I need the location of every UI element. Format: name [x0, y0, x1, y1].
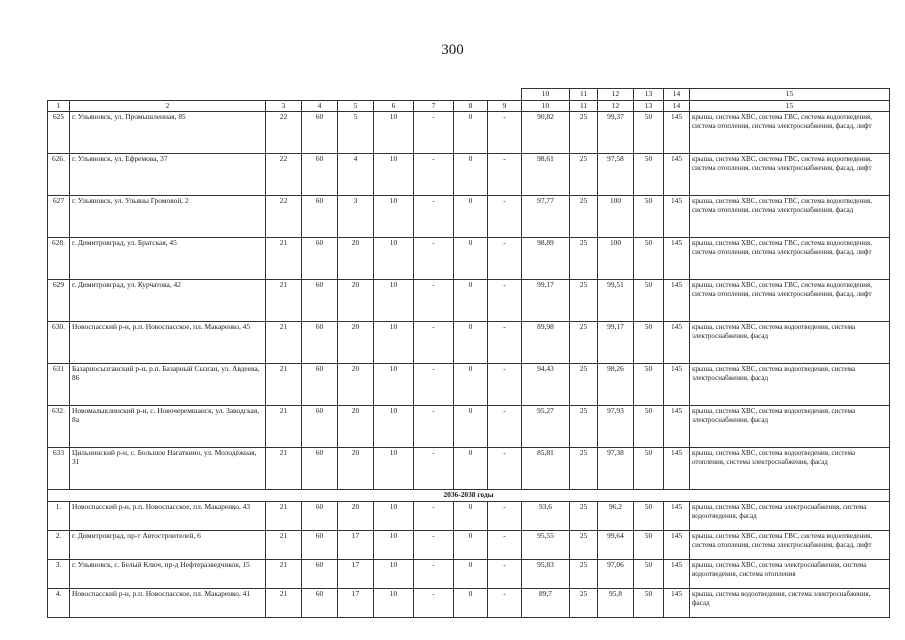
value-cell: 0	[454, 448, 488, 490]
work-types-cell: крыша, система ХВС, система водоотведения, система отопления, система электроснабжения, фасад	[690, 448, 890, 490]
value-cell: 50	[634, 531, 664, 560]
column-number-cell: 3	[266, 100, 302, 112]
value-cell: 60	[302, 322, 338, 364]
value-cell: 97,38	[598, 448, 634, 490]
value-cell: 0	[454, 280, 488, 322]
value-cell: 10	[374, 280, 414, 322]
value-cell: 89,7	[522, 589, 570, 618]
work-types-cell: крыша, система ХВС, система ГВС, система водоотведения, система отопления, система электроснабжения, фасад, лифт	[690, 531, 890, 560]
header-top-cell: 10	[522, 89, 570, 101]
column-number-cell: 13	[634, 100, 664, 112]
value-cell: 25	[570, 502, 598, 531]
value-cell: 10	[374, 112, 414, 154]
table-row	[48, 364, 890, 406]
value-cell: 50	[634, 364, 664, 406]
column-number-cell: 9	[488, 100, 522, 112]
value-cell: 145	[664, 196, 690, 238]
row-number-cell: 632.	[48, 406, 70, 448]
table-row	[48, 322, 890, 364]
value-cell: -	[414, 322, 454, 364]
table-row	[48, 196, 890, 238]
column-number-cell: 6	[374, 100, 414, 112]
column-number-cell: 7	[414, 100, 454, 112]
value-cell: 3	[338, 196, 374, 238]
value-cell: 60	[302, 560, 338, 589]
value-cell: 95,83	[522, 560, 570, 589]
work-types-cell: крыша, система водоотведения, система электроснабжения, фасад	[690, 589, 890, 618]
header-top-cell: 11	[570, 89, 598, 101]
value-cell: 145	[664, 406, 690, 448]
value-cell: 50	[634, 112, 664, 154]
value-cell: 0	[454, 502, 488, 531]
header-top-row	[48, 89, 890, 101]
table-row	[48, 154, 890, 196]
value-cell: 60	[302, 364, 338, 406]
value-cell: 94,43	[522, 364, 570, 406]
value-cell: 145	[664, 560, 690, 589]
value-cell: 85,81	[522, 448, 570, 490]
value-cell: 145	[664, 280, 690, 322]
value-cell: 60	[302, 280, 338, 322]
value-cell: 21	[266, 322, 302, 364]
row-number-cell: 4.	[48, 589, 70, 618]
address-cell: Новоспасский р-н, р.п. Новоспасское, пл. Макаренко, 41	[70, 589, 266, 618]
value-cell: 97,77	[522, 196, 570, 238]
value-cell: 17	[338, 589, 374, 618]
value-cell: 50	[634, 322, 664, 364]
value-cell: 25	[570, 448, 598, 490]
value-cell: 0	[454, 112, 488, 154]
value-cell: 145	[664, 322, 690, 364]
column-number-cell: 14	[664, 100, 690, 112]
row-number-cell: 633	[48, 448, 70, 490]
address-cell: г. Ульяновск, с. Белый Ключ, пр-д Нефтеразведчиков, 15	[70, 560, 266, 589]
value-cell: 25	[570, 280, 598, 322]
value-cell: 25	[570, 112, 598, 154]
value-cell: 90,82	[522, 112, 570, 154]
value-cell: 10	[374, 589, 414, 618]
value-cell: 17	[338, 560, 374, 589]
value-cell: -	[488, 238, 522, 280]
value-cell: -	[488, 560, 522, 589]
value-cell: 21	[266, 364, 302, 406]
value-cell: 20	[338, 238, 374, 280]
row-number-cell: 3.	[48, 560, 70, 589]
value-cell: -	[488, 589, 522, 618]
value-cell: 10	[374, 322, 414, 364]
value-cell: -	[488, 502, 522, 531]
value-cell: 0	[454, 531, 488, 560]
value-cell: 145	[664, 112, 690, 154]
value-cell: 10	[374, 196, 414, 238]
value-cell: 25	[570, 406, 598, 448]
row-number-cell: 629	[48, 280, 70, 322]
column-number-cell: 4	[302, 100, 338, 112]
value-cell: 25	[570, 560, 598, 589]
value-cell: 10	[374, 154, 414, 196]
value-cell: 20	[338, 364, 374, 406]
work-types-cell: крыша, система ХВС, система электроснабжения, система водоотведения, фасад	[690, 502, 890, 531]
row-number-cell: 630.	[48, 322, 70, 364]
value-cell: 22	[266, 154, 302, 196]
value-cell: 145	[664, 502, 690, 531]
value-cell: 145	[664, 154, 690, 196]
value-cell: 0	[454, 154, 488, 196]
value-cell: 22	[266, 112, 302, 154]
value-cell: -	[414, 364, 454, 406]
value-cell: 50	[634, 448, 664, 490]
work-types-cell: крыша, система ХВС, система ГВС, система водоотведения, система отопления, система электроснабжения, фасад	[690, 196, 890, 238]
value-cell: -	[414, 448, 454, 490]
row-number-cell: 1.	[48, 502, 70, 531]
value-cell: 98,26	[598, 364, 634, 406]
page-number: 300	[441, 42, 464, 58]
work-types-cell: крыша, система ХВС, система электроснабжения, система водоотведения, система отопления	[690, 560, 890, 589]
column-number-row	[48, 100, 890, 112]
work-types-cell: крыша, система ХВС, система ГВС, система водоотведения, система отопления, система электроснабжения, фасад, лифт	[690, 238, 890, 280]
column-number-cell: 2	[70, 100, 266, 112]
value-cell: 21	[266, 406, 302, 448]
row-number-cell: 2.	[48, 531, 70, 560]
row-number-cell: 631	[48, 364, 70, 406]
column-number-cell: 8	[454, 100, 488, 112]
value-cell: 100	[598, 196, 634, 238]
table-row	[48, 238, 890, 280]
value-cell: -	[488, 406, 522, 448]
address-cell: г. Димитровград, пр-т Автостроителей, 6	[70, 531, 266, 560]
value-cell: 145	[664, 448, 690, 490]
value-cell: 97,06	[598, 560, 634, 589]
value-cell: -	[488, 112, 522, 154]
work-types-cell: крыша, система ХВС, система ГВС, система водоотведения, система отопления, система электроснабжения, фасад, лифт	[690, 154, 890, 196]
value-cell: 98,89	[522, 238, 570, 280]
value-cell: 50	[634, 154, 664, 196]
value-cell: 50	[634, 589, 664, 618]
repair-schedule-table	[47, 88, 890, 618]
header-top-cell: 13	[634, 89, 664, 101]
value-cell: 25	[570, 364, 598, 406]
value-cell: 50	[634, 502, 664, 531]
value-cell: 60	[302, 406, 338, 448]
value-cell: 60	[302, 154, 338, 196]
table-row	[48, 448, 890, 490]
address-cell: г. Ульяновск, ул. Промышленная, 85	[70, 112, 266, 154]
value-cell: -	[414, 154, 454, 196]
address-cell: г. Димитровград, ул. Курчатова, 42	[70, 280, 266, 322]
value-cell: 10	[374, 531, 414, 560]
column-number-cell: 5	[338, 100, 374, 112]
column-number-cell: 1	[48, 100, 70, 112]
value-cell: 25	[570, 154, 598, 196]
value-cell: 10	[374, 406, 414, 448]
value-cell: 21	[266, 280, 302, 322]
value-cell: 21	[266, 589, 302, 618]
row-number-cell: 628.	[48, 238, 70, 280]
value-cell: 20	[338, 322, 374, 364]
value-cell: 5	[338, 112, 374, 154]
value-cell: 97,58	[598, 154, 634, 196]
value-cell: 95,55	[522, 531, 570, 560]
value-cell: 50	[634, 280, 664, 322]
value-cell: 99,17	[598, 322, 634, 364]
value-cell: -	[488, 196, 522, 238]
table-row	[48, 502, 890, 531]
table-row	[48, 560, 890, 589]
value-cell: 145	[664, 531, 690, 560]
value-cell: 0	[454, 322, 488, 364]
address-cell: Новоспасский р-н, р.п. Новоспасское, пл. Макаренко, 43	[70, 502, 266, 531]
value-cell: 100	[598, 238, 634, 280]
table-row	[48, 406, 890, 448]
value-cell: 96,2	[598, 502, 634, 531]
work-types-cell: крыша, система ХВС, система водоотведения, система электроснабжения, фасад	[690, 364, 890, 406]
value-cell: 99,17	[522, 280, 570, 322]
section-row	[48, 490, 890, 502]
value-cell: 10	[374, 238, 414, 280]
work-types-cell: крыша, система ХВС, система водоотведения, система электроснабжения, фасад	[690, 322, 890, 364]
table-row	[48, 531, 890, 560]
value-cell: 99,64	[598, 531, 634, 560]
value-cell: 93,6	[522, 502, 570, 531]
address-cell: г. Димитровград, ул. Братская, 45	[70, 238, 266, 280]
value-cell: -	[488, 448, 522, 490]
value-cell: 22	[266, 196, 302, 238]
header-top-cell: 14	[664, 89, 690, 101]
address-cell: Новоспасский р-н, р.п. Новоспасское, пл. Макаренко, 45	[70, 322, 266, 364]
value-cell: -	[414, 406, 454, 448]
value-cell: 60	[302, 196, 338, 238]
value-cell: -	[414, 280, 454, 322]
value-cell: 21	[266, 502, 302, 531]
row-number-cell: 626.	[48, 154, 70, 196]
address-cell: г. Ульяновск, ул. Ефремова, 37	[70, 154, 266, 196]
value-cell: 60	[302, 589, 338, 618]
row-number-cell: 627	[48, 196, 70, 238]
value-cell: 50	[634, 238, 664, 280]
value-cell: 20	[338, 448, 374, 490]
value-cell: 60	[302, 112, 338, 154]
value-cell: 20	[338, 406, 374, 448]
value-cell: 10	[374, 560, 414, 589]
value-cell: 99,51	[598, 280, 634, 322]
value-cell: 0	[454, 238, 488, 280]
address-cell: г. Ульяновск, ул. Ульяны Громовой, 2	[70, 196, 266, 238]
value-cell: 21	[266, 238, 302, 280]
value-cell: 60	[302, 531, 338, 560]
table-row	[48, 280, 890, 322]
value-cell: -	[488, 531, 522, 560]
value-cell: 21	[266, 560, 302, 589]
value-cell: -	[414, 502, 454, 531]
column-number-cell: 15	[690, 100, 890, 112]
value-cell: 0	[454, 406, 488, 448]
value-cell: 25	[570, 322, 598, 364]
value-cell: 145	[664, 364, 690, 406]
work-types-cell: крыша, система ХВС, система водоотведения, система электроснабжения, фасад	[690, 406, 890, 448]
value-cell: 50	[634, 560, 664, 589]
value-cell: 89,98	[522, 322, 570, 364]
value-cell: -	[488, 280, 522, 322]
value-cell: 20	[338, 502, 374, 531]
value-cell: 99,37	[598, 112, 634, 154]
value-cell: 0	[454, 196, 488, 238]
value-cell: -	[414, 531, 454, 560]
value-cell: 25	[570, 238, 598, 280]
value-cell: 10	[374, 448, 414, 490]
header-top-cell: 12	[598, 89, 634, 101]
value-cell: 21	[266, 448, 302, 490]
value-cell: -	[414, 560, 454, 589]
value-cell: -	[414, 589, 454, 618]
address-cell: Базарносызганский р-н, р.п. Базарный Сызган, ул. Авдеева, 86	[70, 364, 266, 406]
address-cell: Новомалыклинский р-н, с. Новочеремшанск, ул. Заводская, 8а	[70, 406, 266, 448]
header-top-cell: 15	[690, 89, 890, 101]
value-cell: 0	[454, 364, 488, 406]
address-cell: Цильнинский р-н, с. Большое Нагаткино, ул. Молодёжная, 31	[70, 448, 266, 490]
table-row	[48, 589, 890, 618]
value-cell: -	[414, 196, 454, 238]
column-number-cell: 10	[522, 100, 570, 112]
column-number-cell: 11	[570, 100, 598, 112]
value-cell: 17	[338, 531, 374, 560]
value-cell: 21	[266, 531, 302, 560]
value-cell: -	[488, 154, 522, 196]
value-cell: 145	[664, 589, 690, 618]
row-number-cell: 625	[48, 112, 70, 154]
value-cell: 95,8	[598, 589, 634, 618]
value-cell: 20	[338, 280, 374, 322]
value-cell: 97,93	[598, 406, 634, 448]
value-cell: 145	[664, 238, 690, 280]
section-title: 2036-2038 годы	[48, 490, 890, 502]
value-cell: 0	[454, 589, 488, 618]
work-types-cell: крыша, система ХВС, система ГВС, система водоотведения, система отопления, система электроснабжения, фасад, лифт	[690, 280, 890, 322]
table-row	[48, 112, 890, 154]
value-cell: 25	[570, 531, 598, 560]
value-cell: 50	[634, 196, 664, 238]
value-cell: 4	[338, 154, 374, 196]
value-cell: -	[414, 238, 454, 280]
value-cell: 0	[454, 560, 488, 589]
value-cell: 10	[374, 502, 414, 531]
value-cell: 95,27	[522, 406, 570, 448]
column-number-cell: 12	[598, 100, 634, 112]
value-cell: 98,61	[522, 154, 570, 196]
value-cell: 25	[570, 589, 598, 618]
value-cell: 25	[570, 196, 598, 238]
value-cell: -	[488, 322, 522, 364]
value-cell: -	[488, 364, 522, 406]
value-cell: 60	[302, 238, 338, 280]
value-cell: 60	[302, 448, 338, 490]
value-cell: 60	[302, 502, 338, 531]
value-cell: -	[414, 112, 454, 154]
value-cell: 50	[634, 406, 664, 448]
work-types-cell: крыша, система ХВС, система ГВС, система водоотведения, система отопления, система электроснабжения, фасад, лифт	[690, 112, 890, 154]
value-cell: 10	[374, 364, 414, 406]
